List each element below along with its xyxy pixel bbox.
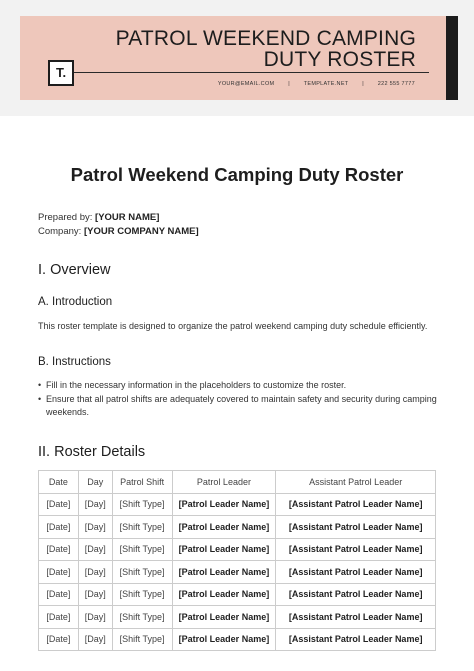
- instructions-list: [38, 379, 438, 420]
- contact-line: [218, 81, 415, 87]
- cell-date: [Date]: [39, 606, 79, 629]
- instruction-item: • Ensure that all patrol shifts are adequately covered to maintain safety and security during camping weekends.: [38, 393, 438, 419]
- company-value: [YOUR COMPANY NAME]: [83, 226, 199, 237]
- company-line: [38, 226, 199, 237]
- column-header-assistant-patrol-leader: Assistant Patrol Leader: [276, 471, 436, 494]
- cell-patrol-leader: [Patrol Leader Name]: [172, 516, 276, 539]
- cell-assistant-leader: [Assistant Patrol Leader Name]: [276, 538, 436, 561]
- cell-day: [Day]: [78, 561, 112, 584]
- cell-day: [Day]: [78, 493, 112, 516]
- column-header-day: Day: [78, 471, 112, 494]
- cell-day: [Day]: [78, 538, 112, 561]
- contact-website: TEMPLATE.NET: [303, 81, 349, 87]
- table-row: [39, 516, 436, 539]
- table-row: [39, 628, 436, 651]
- table-row: [39, 493, 436, 516]
- table-row: [39, 606, 436, 629]
- cell-patrol-leader: [Patrol Leader Name]: [172, 583, 276, 606]
- cell-assistant-leader: [Assistant Patrol Leader Name]: [276, 606, 436, 629]
- contact-separator: |: [362, 81, 364, 87]
- template-logo: T.: [48, 60, 74, 86]
- cell-assistant-leader: [Assistant Patrol Leader Name]: [276, 628, 436, 651]
- header-banner: [20, 16, 446, 100]
- cell-date: [Date]: [39, 561, 79, 584]
- roster-table: [38, 470, 436, 651]
- cell-day: [Day]: [78, 606, 112, 629]
- document-title: Patrol Weekend Camping Duty Roster: [70, 164, 404, 185]
- contact-phone: 222 555 7777: [377, 81, 415, 87]
- column-header-date: Date: [39, 471, 79, 494]
- cell-patrol-leader: [Patrol Leader Name]: [172, 538, 276, 561]
- contact-email: YOUR@EMAIL.COM: [217, 81, 275, 87]
- section-overview-heading: I. Overview: [38, 262, 111, 278]
- cell-patrol-leader: [Patrol Leader Name]: [172, 561, 276, 584]
- cell-patrol-leader: [Patrol Leader Name]: [172, 628, 276, 651]
- cell-assistant-leader: [Assistant Patrol Leader Name]: [276, 516, 436, 539]
- cell-date: [Date]: [39, 538, 79, 561]
- company-label: Company:: [38, 226, 82, 237]
- cell-assistant-leader: [Assistant Patrol Leader Name]: [276, 493, 436, 516]
- section-roster-heading: II. Roster Details: [38, 444, 146, 460]
- column-header-patrol-leader: Patrol Leader: [172, 471, 276, 494]
- cell-day: [Day]: [78, 516, 112, 539]
- banner-divider: [74, 72, 429, 73]
- introduction-text: This roster template is designed to organize the patrol weekend camping duty schedule efficiently.: [38, 321, 428, 331]
- contact-separator: |: [288, 81, 290, 87]
- cell-shift: [Shift Type]: [112, 493, 172, 516]
- banner-title: [116, 28, 416, 70]
- cell-shift: [Shift Type]: [112, 538, 172, 561]
- table-header-row: [39, 471, 436, 494]
- cell-day: [Day]: [78, 628, 112, 651]
- column-header-patrol-shift: Patrol Shift: [112, 471, 172, 494]
- cell-patrol-leader: [Patrol Leader Name]: [172, 493, 276, 516]
- table-row: [39, 583, 436, 606]
- cell-date: [Date]: [39, 493, 79, 516]
- cell-date: [Date]: [39, 628, 79, 651]
- banner-title-line1: PATROL WEEKEND CAMPING: [115, 27, 416, 50]
- prepared-by-line: [38, 212, 159, 223]
- table-row: [39, 538, 436, 561]
- instructions-heading: B. Instructions: [38, 356, 111, 368]
- cell-shift: [Shift Type]: [112, 606, 172, 629]
- cell-assistant-leader: [Assistant Patrol Leader Name]: [276, 561, 436, 584]
- introduction-heading: A. Introduction: [38, 296, 113, 308]
- cell-date: [Date]: [39, 583, 79, 606]
- cell-day: [Day]: [78, 583, 112, 606]
- prepared-by-label: Prepared by:: [38, 212, 93, 223]
- instruction-item: • Fill in the necessary information in the placeholders to customize the roster.: [38, 379, 438, 392]
- cell-assistant-leader: [Assistant Patrol Leader Name]: [276, 583, 436, 606]
- cell-shift: [Shift Type]: [112, 628, 172, 651]
- cell-date: [Date]: [39, 516, 79, 539]
- table-row: [39, 561, 436, 584]
- cell-patrol-leader: [Patrol Leader Name]: [172, 606, 276, 629]
- cell-shift: [Shift Type]: [112, 583, 172, 606]
- banner-title-line2: DUTY ROSTER: [263, 48, 416, 71]
- banner-shadow: [446, 16, 458, 100]
- cell-shift: [Shift Type]: [112, 516, 172, 539]
- cell-shift: [Shift Type]: [112, 561, 172, 584]
- prepared-by-value: [YOUR NAME]: [95, 212, 160, 223]
